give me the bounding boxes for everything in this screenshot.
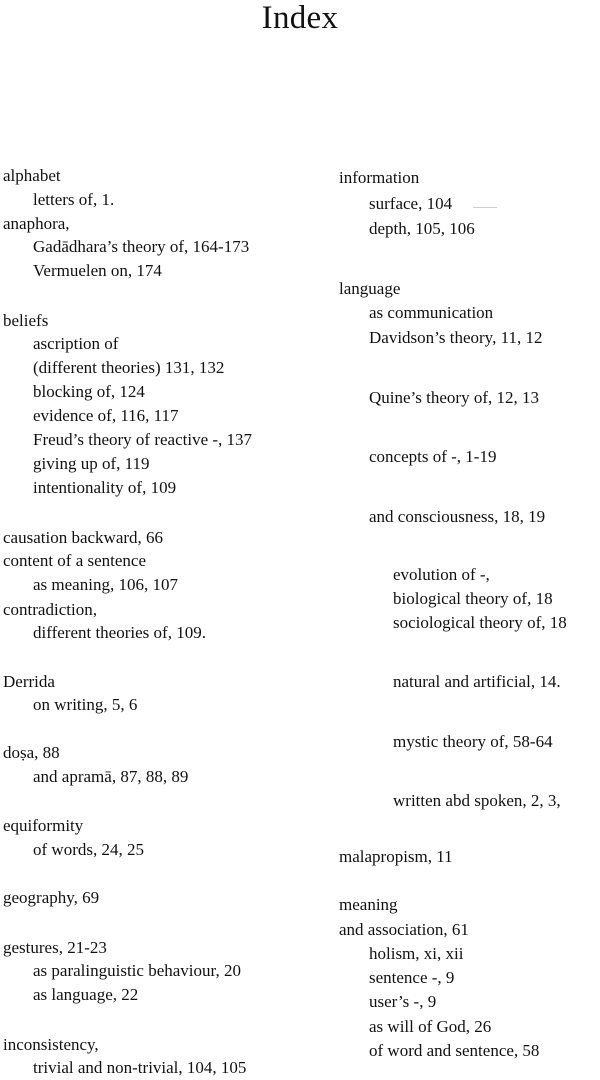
index-entry: information	[339, 168, 420, 187]
index-subentry: and consciousness, 18, 19	[369, 507, 546, 526]
index-subentry: ascription of	[33, 334, 119, 353]
index-subentry: Quine’s theory of, 12, 13	[369, 388, 539, 407]
index-entry: equiformity	[3, 816, 84, 835]
index-entry: alphabet	[3, 166, 61, 185]
index-subentry: as will of God, 26	[369, 1017, 492, 1036]
index-entry: doṣa, 88	[3, 743, 60, 762]
index-entry: causation backward, 66	[3, 528, 164, 547]
index-entry: malapropism, 11	[339, 847, 453, 866]
index-subentry: evolution of -,	[393, 565, 490, 584]
index-subentry: different theories of, 109.	[33, 623, 206, 642]
index-subentry: of words, 24, 25	[33, 840, 144, 859]
index-subentry: intentionality of, 109	[33, 478, 177, 497]
index-subentry: letters of, 1.	[33, 190, 115, 209]
index-subentry: Gadādhara’s theory of, 164-173	[33, 237, 250, 256]
index-subentry: as language, 22	[33, 985, 139, 1004]
index-subentry: evidence of, 116, 117	[33, 406, 179, 425]
index-subentry: user’s -, 9	[369, 992, 437, 1011]
index-subentry: Davidson’s theory, 11, 12	[369, 328, 543, 347]
page-title: Index	[261, 0, 339, 36]
index-entry: beliefs	[3, 311, 49, 330]
index-entry: inconsistency,	[3, 1035, 99, 1054]
index-subentry: sentence -, 9	[369, 968, 455, 987]
index-entry: contradiction,	[3, 600, 97, 619]
index-subentry: biological theory of, 18	[393, 589, 553, 608]
index-entry: geography, 69	[3, 888, 100, 907]
index-entry: Derrida	[3, 672, 55, 691]
index-subentry: blocking of, 124	[33, 382, 145, 401]
index-subentry: and apramā, 87, 88, 89	[33, 767, 189, 786]
index-entry: meaning	[339, 895, 398, 914]
index-entry: and association, 61	[339, 920, 469, 939]
index-subentry: written abd spoken, 2, 3,	[393, 791, 561, 810]
index-subentry: sociological theory of, 18	[393, 613, 567, 632]
index-subentry: natural and artificial, 14.	[393, 672, 561, 691]
index-entry: language	[339, 279, 401, 298]
right-column	[339, 0, 600, 1080]
index-entry: content of a sentence	[3, 551, 147, 570]
index-subentry: mystic theory of, 58-64	[393, 732, 553, 751]
left-column	[3, 0, 313, 1080]
index-entry: anaphora,	[3, 214, 70, 233]
index-subentry: surface, 104	[369, 194, 453, 213]
index-subentry: Vermuelen on, 174	[33, 261, 162, 280]
index-subentry: as meaning, 106, 107	[33, 575, 178, 594]
index-subentry: (different theories) 131, 132	[33, 358, 225, 377]
index-subentry: as paralinguistic behaviour, 20	[33, 961, 241, 980]
index-subentry: on writing, 5, 6	[33, 695, 138, 714]
index-subentry: holism, xi, xii	[369, 944, 464, 963]
index-subentry: Freud’s theory of reactive -, 137	[33, 430, 253, 449]
index-subentry: as communication	[369, 303, 494, 322]
index-subentry: of word and sentence, 58	[369, 1041, 540, 1060]
index-subentry: depth, 105, 106	[369, 219, 475, 238]
index-subentry: trivial and non-trivial, 104, 105	[33, 1058, 247, 1077]
index-subentry: concepts of -, 1-19	[369, 447, 497, 466]
index-subentry: giving up of, 119	[33, 454, 150, 473]
stray-mark	[473, 207, 497, 208]
index-entry: gestures, 21-23	[3, 938, 107, 957]
